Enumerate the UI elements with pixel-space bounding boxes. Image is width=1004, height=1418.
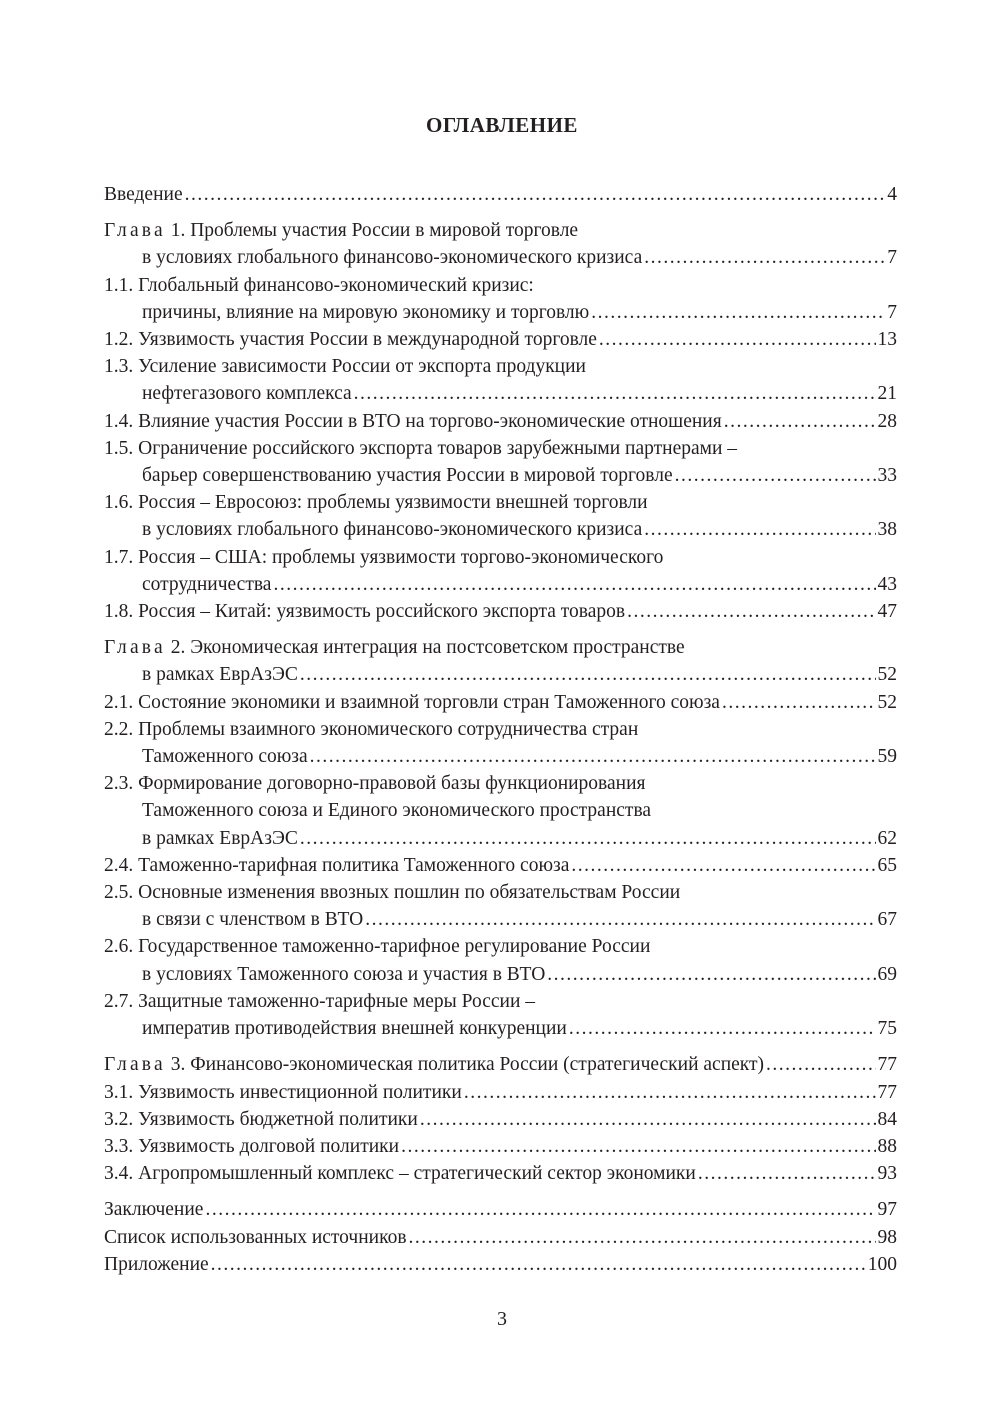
toc-entry-text: 3.1. Уязвимость инвестиционной политики [104, 1081, 462, 1103]
toc-entry-text: 3.4. Агропромышленный комплекс – стратегический сектор экономики [104, 1163, 696, 1185]
dot-leader [420, 1106, 876, 1133]
toc-page-number: 43 [877, 573, 897, 595]
toc-page-number: 65 [877, 854, 897, 876]
toc-entry-text: 2.5. Основные изменения ввозных пошлин по обязательствам России [104, 882, 681, 904]
toc-entry-text: 2.1. Состояние экономики и взаимной торговли стран Таможенного союза [104, 691, 720, 713]
toc-page-number: 88 [877, 1135, 897, 1157]
dot-leader [205, 1196, 875, 1223]
dot-leader [547, 961, 875, 988]
toc-entry-text: 1.6. Россия – Евросоюз: проблемы уязвимости внешней торговли [104, 492, 648, 514]
chapter-prefix: Глава [104, 220, 166, 242]
toc-entry-2-6[interactable] [104, 933, 897, 987]
toc-entry-text: 2. Экономическая интеграция на постсоветском пространстве [170, 637, 685, 659]
toc-entry-2-1[interactable] [104, 689, 897, 716]
toc-page-number: 77 [877, 1054, 897, 1076]
toc-entry-text: в условиях глобального финансово-экономического кризиса [142, 247, 643, 269]
toc-entry-text: 1.4. Влияние участия России в ВТО на торгово-экономические отношения [104, 410, 722, 432]
dot-leader [627, 598, 875, 625]
toc-entry-text: 2.6. Государственное таможенно-тарифное регулирование России [104, 936, 651, 958]
toc-entry-text: императив противодействия внешней конкуренции [142, 1018, 567, 1040]
dot-leader [354, 380, 876, 407]
dot-leader [724, 408, 876, 435]
dot-leader [569, 1015, 876, 1042]
toc-entry-text: 1.1. Глобальный финансово-экономический кризис: [104, 274, 534, 296]
toc-entry-text: 1.2. Уязвимость участия России в международной торговле [104, 329, 597, 351]
toc-entry-text: барьер совершенствованию участия России в мировой торговле [142, 465, 673, 487]
dot-leader [310, 743, 876, 770]
toc-entry-chapter-3[interactable] [104, 1051, 897, 1078]
dot-leader [409, 1224, 876, 1251]
toc-entry-text: причины, влияние на мировую экономику и торговлю [142, 301, 590, 323]
toc-page-number: 21 [877, 383, 897, 405]
dot-leader [698, 1160, 876, 1187]
toc-entry-text: 3.3. Уязвимость долговой политики [104, 1135, 400, 1157]
toc-entry-text: в рамках ЕврАзЭС [142, 827, 298, 849]
toc-page-number: 100 [867, 1253, 897, 1275]
toc-entry-text: в условиях глобального финансово-экономического кризиса [142, 519, 643, 541]
dot-leader [722, 689, 876, 716]
toc-page-number: 7 [887, 301, 897, 323]
toc-entry-text: 2.3. Формирование договорно-правовой базы функционирования [104, 773, 646, 795]
toc-page-number: 7 [887, 247, 897, 269]
toc-entry-text: сотрудничества [142, 573, 272, 595]
toc-entry-1-4[interactable] [104, 408, 897, 435]
toc-entry-2-7[interactable] [104, 988, 897, 1042]
toc-entry-1-6[interactable] [104, 489, 897, 543]
toc-page-number: 75 [877, 1018, 897, 1040]
toc-entry-intro[interactable] [104, 181, 897, 208]
toc-page-number: 47 [877, 601, 897, 623]
toc-page-number: 97 [877, 1199, 897, 1221]
toc-entry-1-2[interactable] [104, 326, 897, 353]
toc-page-number: 77 [877, 1081, 897, 1103]
dot-leader [185, 181, 886, 208]
dot-leader [401, 1133, 875, 1160]
toc-entry-3-4[interactable] [104, 1160, 897, 1187]
toc-entry-text: Таможенного союза и Единого экономического пространства [142, 800, 652, 822]
toc-entry-text: Приложение [104, 1253, 209, 1275]
toc-entry-text: 2.7. Защитные таможенно-тарифные меры России – [104, 990, 536, 1012]
toc-page-number: 13 [877, 329, 897, 351]
toc-entry-text: 1.7. Россия – США: проблемы уязвимости торгово-экономического [104, 546, 664, 568]
toc-page-number: 33 [877, 465, 897, 487]
toc-entry-text: 2.4. Таможенно-тарифная политика Таможенного союза [104, 854, 570, 876]
toc-entry-appendix[interactable] [104, 1251, 897, 1278]
toc-entry-text: 3. Финансово-экономическая политика России (стратегический аспект) [170, 1054, 765, 1076]
table-of-contents [104, 181, 897, 1278]
dot-leader [365, 906, 875, 933]
toc-entry-text: в рамках ЕврАзЭС [142, 664, 298, 686]
toc-entry-1-3[interactable] [104, 353, 897, 407]
chapter-prefix: Глава [104, 1054, 166, 1076]
dot-leader [675, 462, 876, 489]
toc-page-number: 4 [887, 184, 897, 205]
toc-page-number: 84 [877, 1108, 897, 1130]
dot-leader [571, 852, 875, 879]
toc-entry-text: 1.8. Россия – Китай: уязвимость российского экспорта товаров [104, 601, 626, 623]
toc-page-number: 98 [877, 1226, 897, 1248]
dot-leader [766, 1051, 875, 1078]
dot-leader [644, 244, 885, 271]
page-number: 3 [497, 1308, 507, 1330]
page-title: ОГЛАВЛЕНИЕ [426, 113, 578, 137]
toc-page-number: 69 [877, 963, 897, 985]
toc-entry-1-8[interactable] [104, 598, 897, 625]
toc-entry-text: Таможенного союза [142, 746, 308, 768]
toc-entry-2-4[interactable] [104, 852, 897, 879]
toc-entry-3-1[interactable] [104, 1079, 897, 1106]
toc-page-number: 67 [877, 909, 897, 931]
toc-page-number: 59 [877, 746, 897, 768]
toc-entry-3-3[interactable] [104, 1133, 897, 1160]
chapter-prefix: Глава [104, 637, 166, 659]
toc-entry-text: 2.2. Проблемы взаимного экономического сотрудничества стран [104, 718, 639, 740]
toc-entry-chapter-2[interactable] [104, 634, 897, 688]
toc-page-number: 52 [877, 664, 897, 686]
toc-entry-2-3[interactable] [104, 770, 897, 852]
toc-entry-1-7[interactable] [104, 544, 897, 598]
dot-leader [300, 825, 876, 852]
toc-page-number: 28 [877, 410, 897, 432]
toc-page-number: 93 [877, 1163, 897, 1185]
toc-entry-conclusion[interactable] [104, 1196, 897, 1223]
toc-entry-text: Введение [104, 184, 183, 205]
toc-entry-text: 1.3. Усиление зависимости России от экспорта продукции [104, 356, 586, 378]
toc-page-number: 52 [877, 691, 897, 713]
toc-page-number: 38 [877, 519, 897, 541]
toc-entry-text: 1. Проблемы участия России в мировой торговле [170, 220, 579, 242]
toc-entry-text: 1.5. Ограничение российского экспорта товаров зарубежными партнерами – [104, 437, 738, 459]
toc-entry-2-2[interactable] [104, 716, 897, 770]
toc-entry-text: в условиях Таможенного союза и участия в ВТО [142, 963, 546, 985]
toc-entry-1-1[interactable] [104, 272, 897, 326]
toc-entry-2-5[interactable] [104, 879, 897, 933]
toc-entry-text: нефтегазового комплекса [142, 383, 352, 405]
dot-leader [300, 661, 876, 688]
toc-entry-text: в связи с членством в ВТО [142, 909, 364, 931]
dot-leader [591, 299, 885, 326]
toc-page-number: 62 [877, 827, 897, 849]
toc-entry-1-5[interactable] [104, 435, 897, 489]
toc-entry-3-2[interactable] [104, 1106, 897, 1133]
toc-entry-text: Список использованных источников [104, 1226, 407, 1248]
dot-leader [211, 1251, 866, 1278]
toc-entry-text: 3.2. Уязвимость бюджетной политики [104, 1108, 418, 1130]
toc-entry-chapter-1[interactable] [104, 217, 897, 271]
dot-leader [599, 326, 876, 353]
dot-leader [273, 571, 875, 598]
dot-leader [464, 1079, 876, 1106]
toc-entry-sources[interactable] [104, 1224, 897, 1251]
toc-entry-text: Заключение [104, 1199, 204, 1221]
dot-leader [644, 516, 875, 543]
